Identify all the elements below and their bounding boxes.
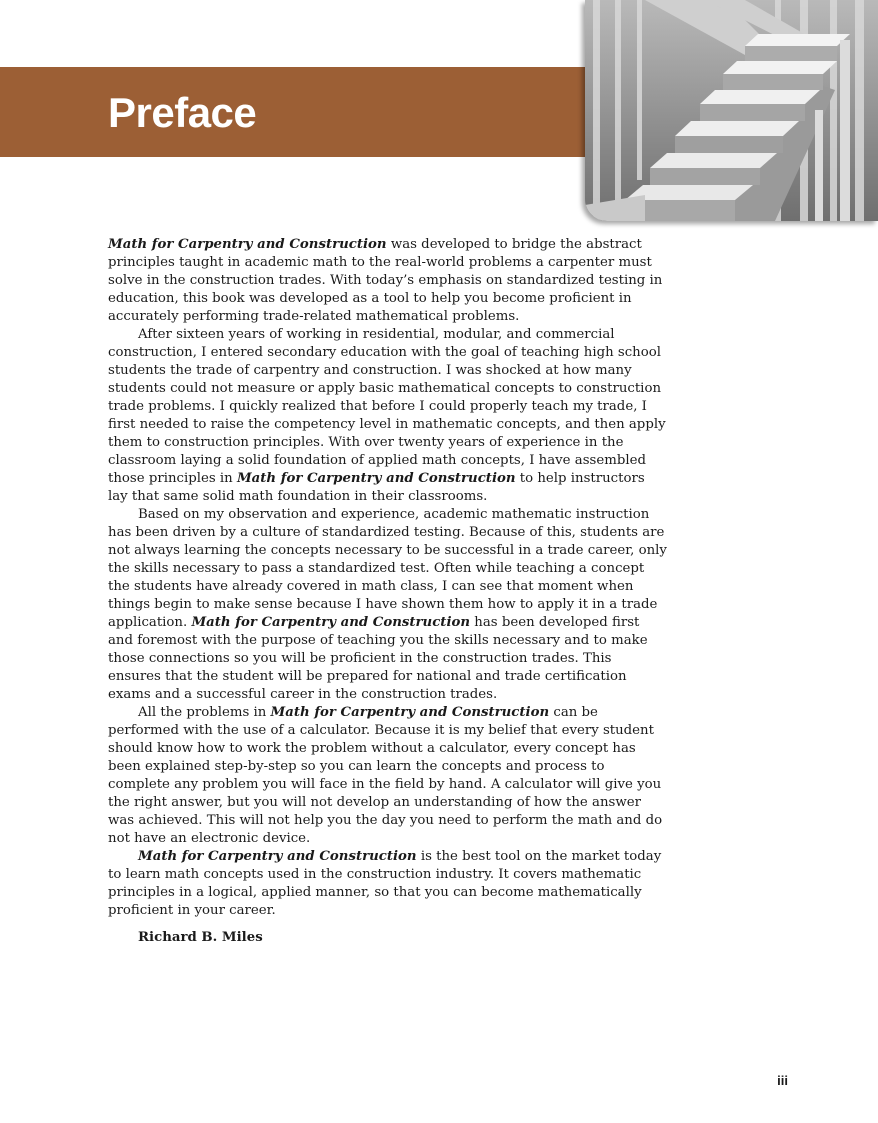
book-title-ref: Math for Carpentry and Construction (191, 615, 471, 630)
staircase-photo-drawing (585, 0, 878, 221)
preface-body (108, 236, 668, 947)
page-number: iii (777, 1073, 788, 1088)
paragraph-1 (108, 236, 668, 326)
page-title: Preface (108, 89, 257, 136)
book-title-ref: Math for Carpentry and Construction (138, 849, 417, 864)
paragraph-text: was developed to bridge the abstract principles taught in academic math to the real-world problems a carpenter must solve in the construction trades. With today’s emphasis on standardized testing in education, this book was developed as a tool to help you become proficient in accurately performing trade-related mathematical problems. (108, 237, 663, 324)
book-title-ref: Math for Carpentry and Construction (236, 471, 516, 486)
staircase-framing-photo (585, 0, 878, 221)
paragraph-4 (108, 704, 668, 848)
paragraph-text: After sixteen years of working in residential, modular, and commercial construction, I entered secondary education with the goal of teaching high school students the trade of carpentry and construction. I was shocked at how many students could not measure or apply basic mathematical concepts to construction trade problems. I quickly realized that before I could properly teach my trade, I first needed to raise the competency level in mathematic concepts, and then apply them to construction principles. With over twenty years of experience in the classroom laying a solid foundation of applied math concepts, I have assembled those principles in (108, 327, 666, 486)
book-title-ref: Math for Carpentry and Construction (108, 237, 387, 252)
paragraph-2 (108, 326, 668, 506)
paragraph-5 (108, 848, 668, 920)
paragraph-text: can be performed with the use of a calculator. Because it is my belief that every student should know how to work the problem without a calculator, every concept has been explained step-by-step so you can learn the concepts and process to complete any problem you will face in the field by hand. A calculator will give you the right answer, but you will not develop an understanding of how the answer was achieved. This will not help you the day you need to perform the math and do not have an electronic device. (108, 705, 663, 846)
paragraph-text: is the best tool on the market today to learn math concepts used in the construction industry. It covers mathematic principles in a logical, applied manner, so that you can become mathematically proficient in your career. (108, 849, 662, 918)
title-band (0, 67, 600, 157)
paragraph-text: Based on my observation and experience, academic mathematic instruction has been driven by a culture of standardized testing. Because of this, students are not always learning the concepts necessary to be successful in a trade career, only the skills necessary to pass a standardized test. Often while teaching a concept the students have already covered in math class, I can see that moment when things begin to make sense because I have shown them how to apply it in a trade application. (108, 507, 667, 630)
paragraph-text: to help instructors lay that same solid math foundation in their classrooms. (108, 471, 645, 504)
paragraph-3 (108, 506, 668, 704)
book-title-ref: Math for Carpentry and Construction (270, 705, 550, 720)
author-signature: Richard B. Miles (138, 930, 263, 945)
paragraph-text: has been developed first and foremost with the purpose of teaching you the skills necessary and to make those connections so you will be proficient in the construction trades. This ensures that the student will be prepared for national and trade certification exams and a successful career in the construction trades. (108, 615, 648, 702)
paragraph-text: All the problems in (138, 705, 271, 720)
